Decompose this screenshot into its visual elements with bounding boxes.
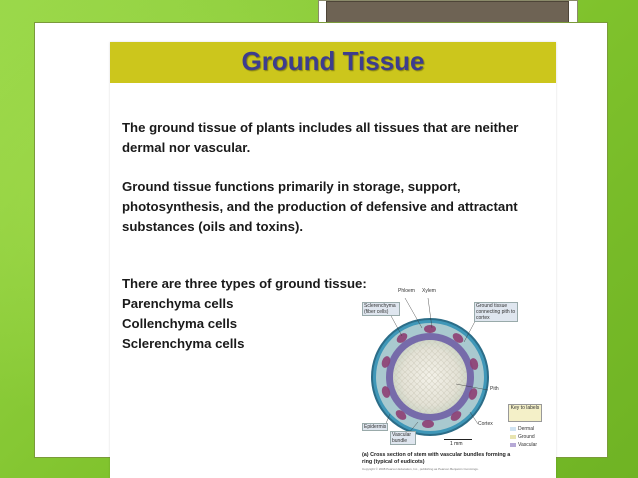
key-row-vascular bbox=[510, 442, 537, 448]
figure-caption: (a) Cross section of stem with vascular bundles forming a ring (typical of eudicots) bbox=[362, 452, 511, 465]
scale-bar bbox=[444, 439, 472, 440]
types-intro: There are three types of ground tissue: bbox=[122, 276, 367, 291]
figure-copyright: Copyright © 2008 Pearson Education, Inc., publishing as Pearson Benjamin Cummings. bbox=[362, 467, 479, 471]
slide-content bbox=[110, 42, 556, 478]
title-bar bbox=[110, 42, 556, 83]
ground-tissue-types bbox=[122, 274, 372, 354]
key-label-ground: Ground bbox=[518, 434, 535, 440]
label-pith: Pith bbox=[490, 386, 499, 392]
label-xylem: Xylem bbox=[422, 288, 436, 294]
label-ground-connecting: Ground tissue connecting pith to cortex bbox=[474, 302, 518, 322]
key-row-dermal bbox=[510, 426, 534, 432]
label-sclerenchyma: Sclerenchyma (fiber cells) bbox=[362, 302, 400, 316]
type-collenchyma: Collenchyma cells bbox=[122, 316, 238, 331]
stem-cross-section-figure bbox=[360, 282, 550, 478]
label-phloem: Phloem bbox=[398, 288, 415, 294]
pith-cells bbox=[393, 340, 467, 414]
slide-title: Ground Tissue bbox=[241, 46, 425, 76]
key-box: Key to labels bbox=[508, 404, 542, 422]
type-parenchyma: Parenchyma cells bbox=[122, 296, 234, 311]
label-vascular-bundle: Vascular bundle bbox=[390, 431, 416, 445]
key-row-ground bbox=[510, 434, 535, 440]
label-cortex: Cortex bbox=[478, 421, 493, 427]
key-swatch-dermal bbox=[510, 427, 516, 431]
key-swatch-ground bbox=[510, 435, 516, 439]
key-label-dermal: Dermal bbox=[518, 426, 535, 432]
label-epidermis: Epidermis bbox=[364, 424, 387, 430]
type-sclerenchyma: Sclerenchyma cells bbox=[122, 336, 245, 351]
paragraph-definition: The ground tissue of plants includes all tissues that are neither dermal nor vascular. bbox=[122, 120, 519, 155]
key-label-vascular: Vascular bbox=[518, 442, 538, 448]
scale-label: 1 mm bbox=[450, 441, 463, 447]
key-swatch-vascular bbox=[510, 443, 516, 447]
paragraph-functions: Ground tissue functions primarily in storage, support, photosynthesis, and the production of defensive and attractant substances (oils and toxins). bbox=[122, 179, 518, 234]
